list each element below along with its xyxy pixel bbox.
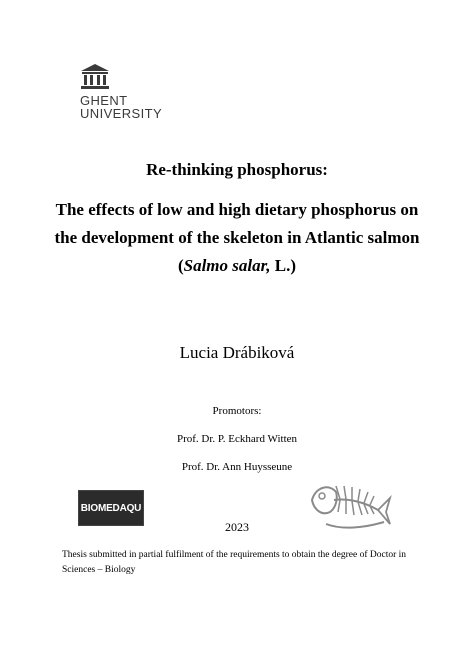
promotor-name: Prof. Dr. Ann Huysseune (181, 461, 293, 473)
biomedaqu-logo: BIOMEDAQU (78, 490, 144, 526)
logo-line-university: UNIVERSITY (80, 106, 163, 121)
promotors-label: Promotors: (212, 405, 262, 417)
title-line-2: the development of the skeleton in Atlantic salmon (54, 228, 420, 247)
title-line-1: The effects of low and high dietary phosphorus on (55, 200, 419, 219)
author-name: Lucia Drábiková (179, 343, 295, 362)
title-line-3 (0, 252, 474, 280)
species-name: Salmo salar, (183, 256, 271, 275)
thesis-submission-note: Thesis submitted in partial fulfilment of the requirements to obtain the degree of Doctor in Sciences – Biology (62, 550, 407, 575)
year: 2023 (225, 520, 249, 534)
thesis-title (0, 196, 474, 280)
thesis-subtitle: Re-thinking phosphorus: (146, 160, 328, 179)
species-authority: L.) (270, 256, 297, 275)
promotor-name: Prof. Dr. P. Eckhard Witten (176, 433, 298, 445)
logo-line-ghent: GHENT (80, 93, 128, 108)
species-open-paren: ( (177, 256, 184, 275)
building-columns-icon (80, 64, 110, 90)
ghent-university-wordmark (80, 94, 162, 120)
